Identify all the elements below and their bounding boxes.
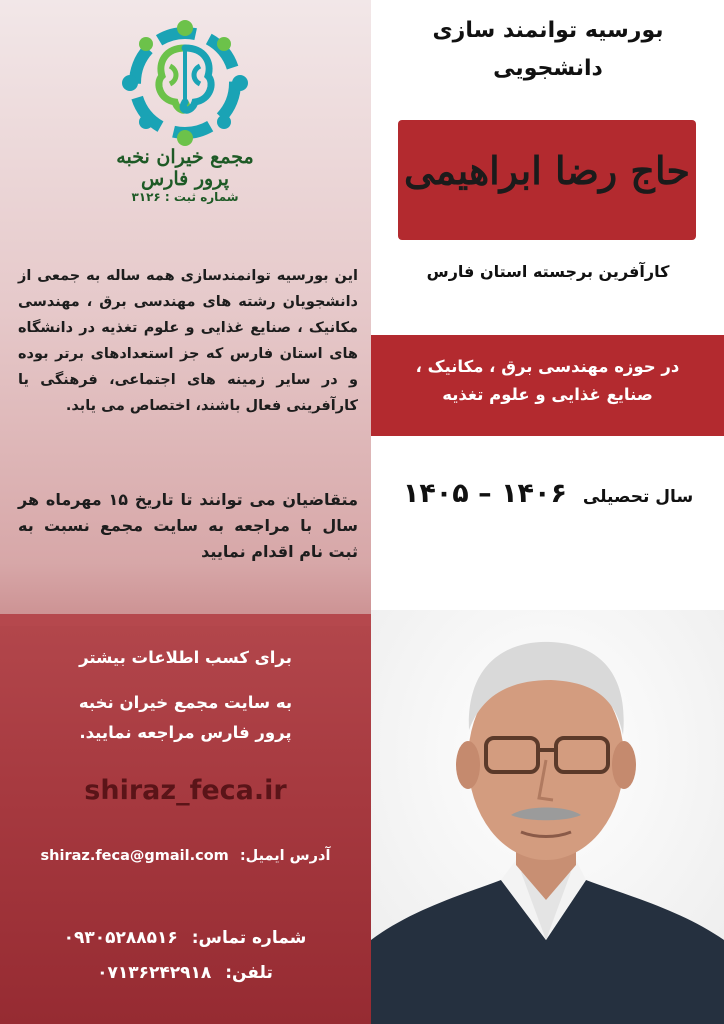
academic-year [378, 478, 718, 509]
more-info-title: برای کسب اطلاعات بیشتر [79, 648, 292, 667]
title-line-2: دانشجویی [493, 56, 603, 81]
website-link[interactable]: shiraz_feca.ir [84, 775, 287, 806]
email-label: آدرس ایمیل: [239, 848, 331, 864]
email-row [0, 848, 371, 864]
page-title [380, 12, 716, 88]
scholarship-description: این بورسیه توانمندسازی همه ساله به جمعی از دانشجویان رشته های مهندسی برق ، مهندسی مکانیک ، صنایع غذایی و علوم تغذیه در دانشگاه های استان فارس که جز استعدادهای برتر بوده و در سایر زمینه های اجتماعی، فرهنگی یا کارآفرینی فعال باشند، اختصاص می یابد. [18, 268, 358, 414]
email-link[interactable]: shiraz.feca@gmail.com [40, 848, 229, 864]
registration-number: شماره ثبت : ۳۱۲۶ [131, 190, 239, 204]
field-line-1: در حوزه مهندسی برق ، مکانیک ، [415, 357, 680, 376]
phone-label: شماره تماس: [191, 928, 307, 948]
more-info-line-2: پرور فارس مراجعه نمایید. [79, 723, 292, 742]
field-band [371, 335, 724, 436]
title-line-1: بورسیه توانمند سازی [432, 18, 664, 43]
more-info-text [40, 688, 331, 748]
divider-band [0, 614, 371, 626]
academic-year-label: سال تحصیلی [582, 487, 694, 507]
application-notice: متقاضیان می توانند تا تاریخ ۱۵ مهرماه هر سال با مراجعه به سایت مجمع نسبت به ثبت نام اقدام نمایید [18, 490, 358, 561]
phone-row [20, 928, 350, 948]
academic-year-value: ۱۴۰۶ – ۱۴۰۵ [402, 478, 567, 509]
tel-number[interactable]: ۰۷۱۳۶۲۴۲۹۱۸ [97, 963, 212, 983]
organization-name: مجمع خیران نخبه پرور فارس [116, 146, 254, 190]
sponsor-name: حاج رضا ابراهیمی [403, 148, 691, 193]
phone-number[interactable]: ۰۹۳۰۵۲۸۸۵۱۶ [63, 928, 178, 948]
organization-logo [120, 18, 250, 148]
field-line-2: صنایع غذایی و علوم تغذیه [442, 385, 653, 404]
sponsor-name-box [398, 120, 696, 240]
field-text [381, 353, 714, 409]
tel-row [20, 963, 350, 983]
tel-label: تلفن: [225, 963, 273, 983]
sponsor-photo [371, 610, 724, 1024]
sponsor-subtitle: کارآفرین برجسته استان فارس [426, 262, 670, 281]
more-info-line-1: به سایت مجمع خیران نخبه [78, 693, 293, 712]
brain-icon [159, 48, 211, 110]
